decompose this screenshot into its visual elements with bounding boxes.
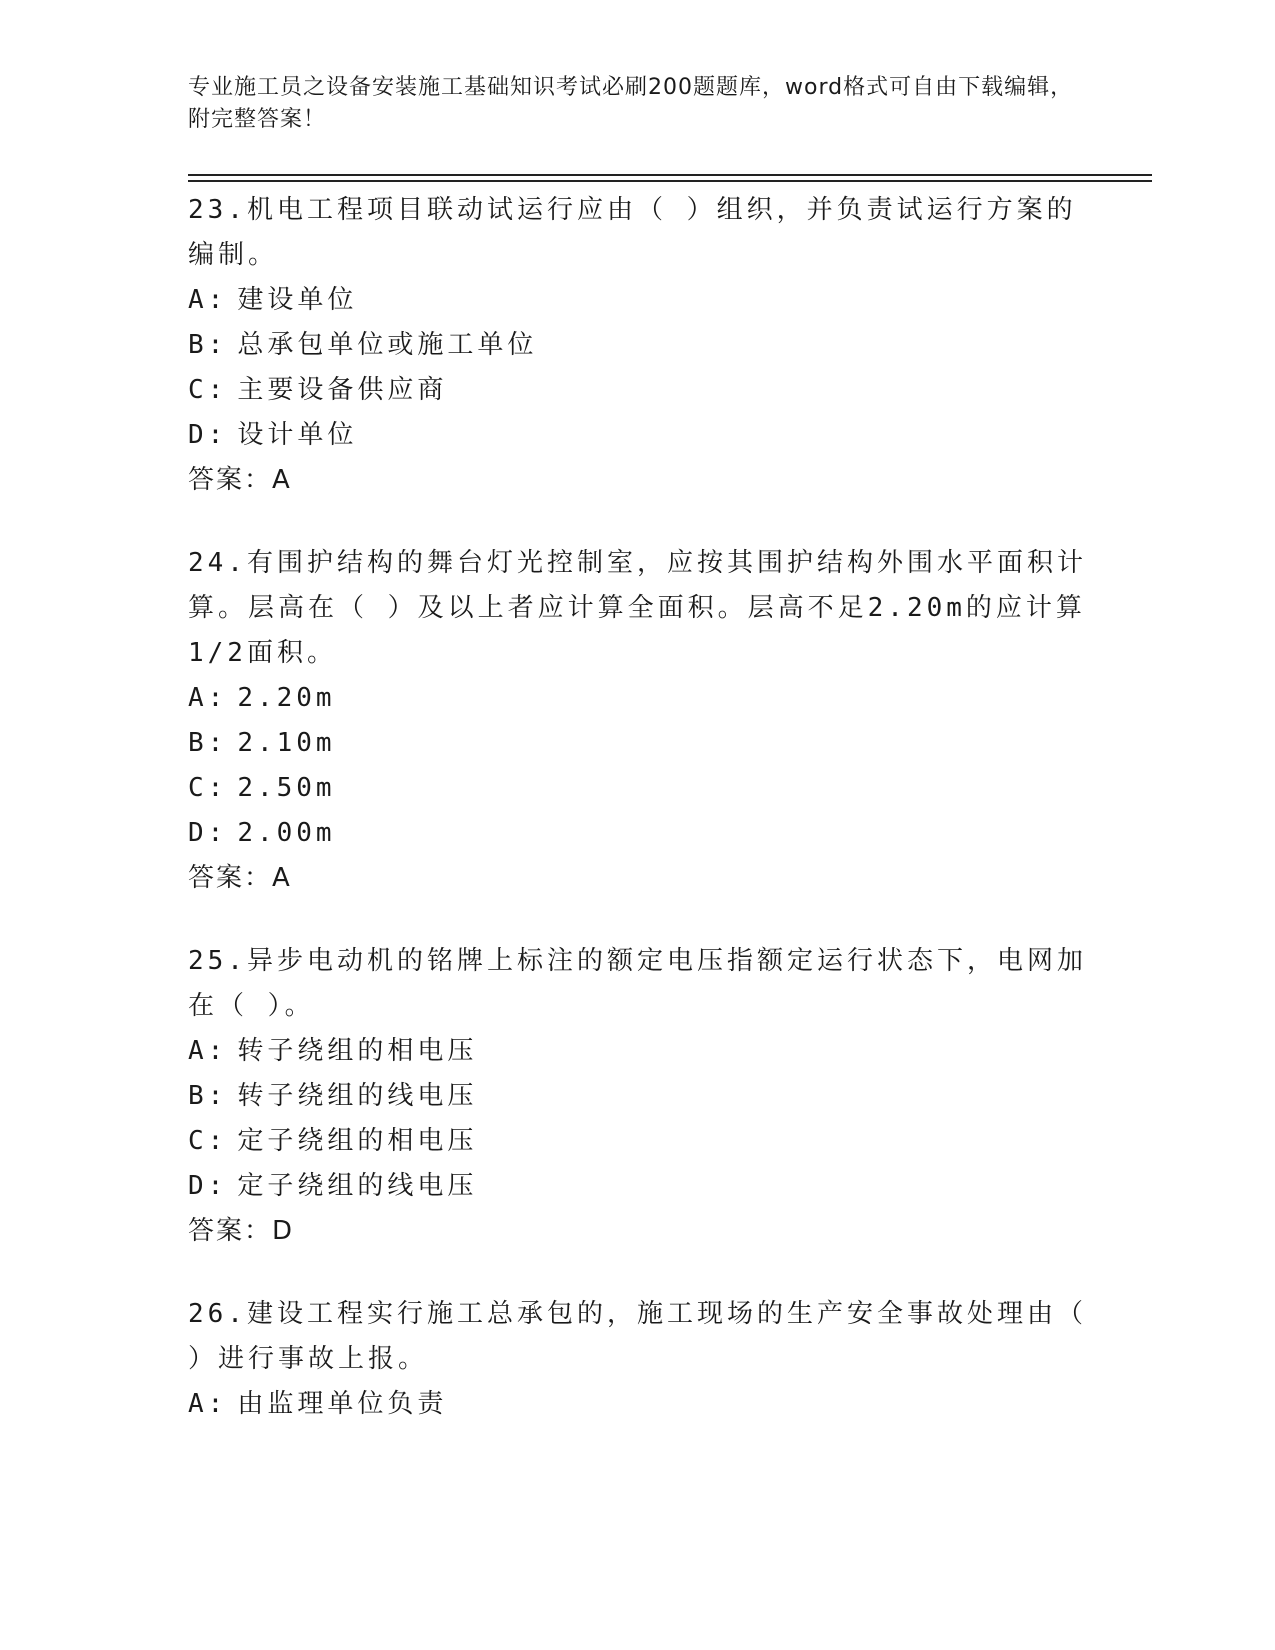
option-letter: D: (188, 818, 228, 848)
option-letter: B: (188, 728, 228, 758)
option-text: 由监理单位负责 (237, 1389, 448, 1419)
option-letter: B: (188, 330, 228, 360)
question-23 (188, 188, 1088, 503)
option-c (188, 368, 1088, 413)
option-text: 定子绕组的线电压 (237, 1171, 478, 1201)
option-c (188, 1119, 1088, 1164)
option-letter: D: (188, 420, 228, 450)
option-letter: A: (188, 1389, 228, 1419)
answer-line: 答案：A (188, 863, 292, 893)
question-stem: 24.有围护结构的舞台灯光控制室，应按其围护结构外围水平面积计算。层高在（ ）及以上者应计算全面积。层高不足2.20m的应计算1/2面积。 (188, 548, 1087, 668)
option-a (188, 1382, 1088, 1427)
option-b (188, 323, 1088, 368)
option-text: 主要设备供应商 (237, 375, 448, 405)
question-stem: 25.异步电动机的铭牌上标注的额定电压指额定运行状态下，电网加在（ ）。 (188, 946, 1087, 1021)
answer-line: 答案：A (188, 465, 292, 495)
option-text: 定子绕组的相电压 (237, 1126, 478, 1156)
option-letter: A: (188, 1036, 228, 1066)
option-letter: B: (188, 1081, 228, 1111)
option-a (188, 1029, 1088, 1074)
option-letter: A: (188, 285, 228, 315)
option-text: 总承包单位或施工单位 (237, 330, 538, 360)
answer-line: 答案：D (188, 1216, 295, 1246)
option-c (188, 766, 1088, 811)
question-list (188, 188, 1088, 1465)
option-text: 转子绕组的相电压 (237, 1036, 478, 1066)
header-divider-top (188, 174, 1152, 176)
option-text: 2.50m (237, 773, 336, 803)
question-26 (188, 1292, 1088, 1427)
option-text: 2.10m (237, 728, 336, 758)
question-24 (188, 541, 1088, 901)
option-letter: A: (188, 683, 228, 713)
option-letter: C: (188, 1126, 228, 1156)
option-letter: D: (188, 1171, 228, 1201)
option-text: 2.00m (237, 818, 336, 848)
option-d (188, 1164, 1088, 1209)
document-header: 专业施工员之设备安装施工基础知识考试必刷200题题库，word格式可自由下载编辑，附完整答案！ (188, 75, 1074, 132)
option-b (188, 1074, 1088, 1119)
option-d (188, 413, 1088, 458)
option-letter: C: (188, 375, 228, 405)
option-text: 转子绕组的线电压 (237, 1081, 478, 1111)
header-divider-bottom (188, 180, 1152, 182)
question-25 (188, 939, 1088, 1254)
option-letter: C: (188, 773, 228, 803)
question-stem: 23.机电工程项目联动试运行应由（ ）组织，并负责试运行方案的编制。 (188, 195, 1077, 270)
option-a (188, 278, 1088, 323)
option-text: 建设单位 (237, 285, 358, 315)
option-d (188, 811, 1088, 856)
question-stem: 26.建设工程实行施工总承包的，施工现场的生产安全事故处理由（ ）进行事故上报。 (188, 1299, 1087, 1374)
option-text: 设计单位 (237, 420, 358, 450)
option-b (188, 721, 1088, 766)
option-a (188, 676, 1088, 721)
option-text: 2.20m (237, 683, 336, 713)
